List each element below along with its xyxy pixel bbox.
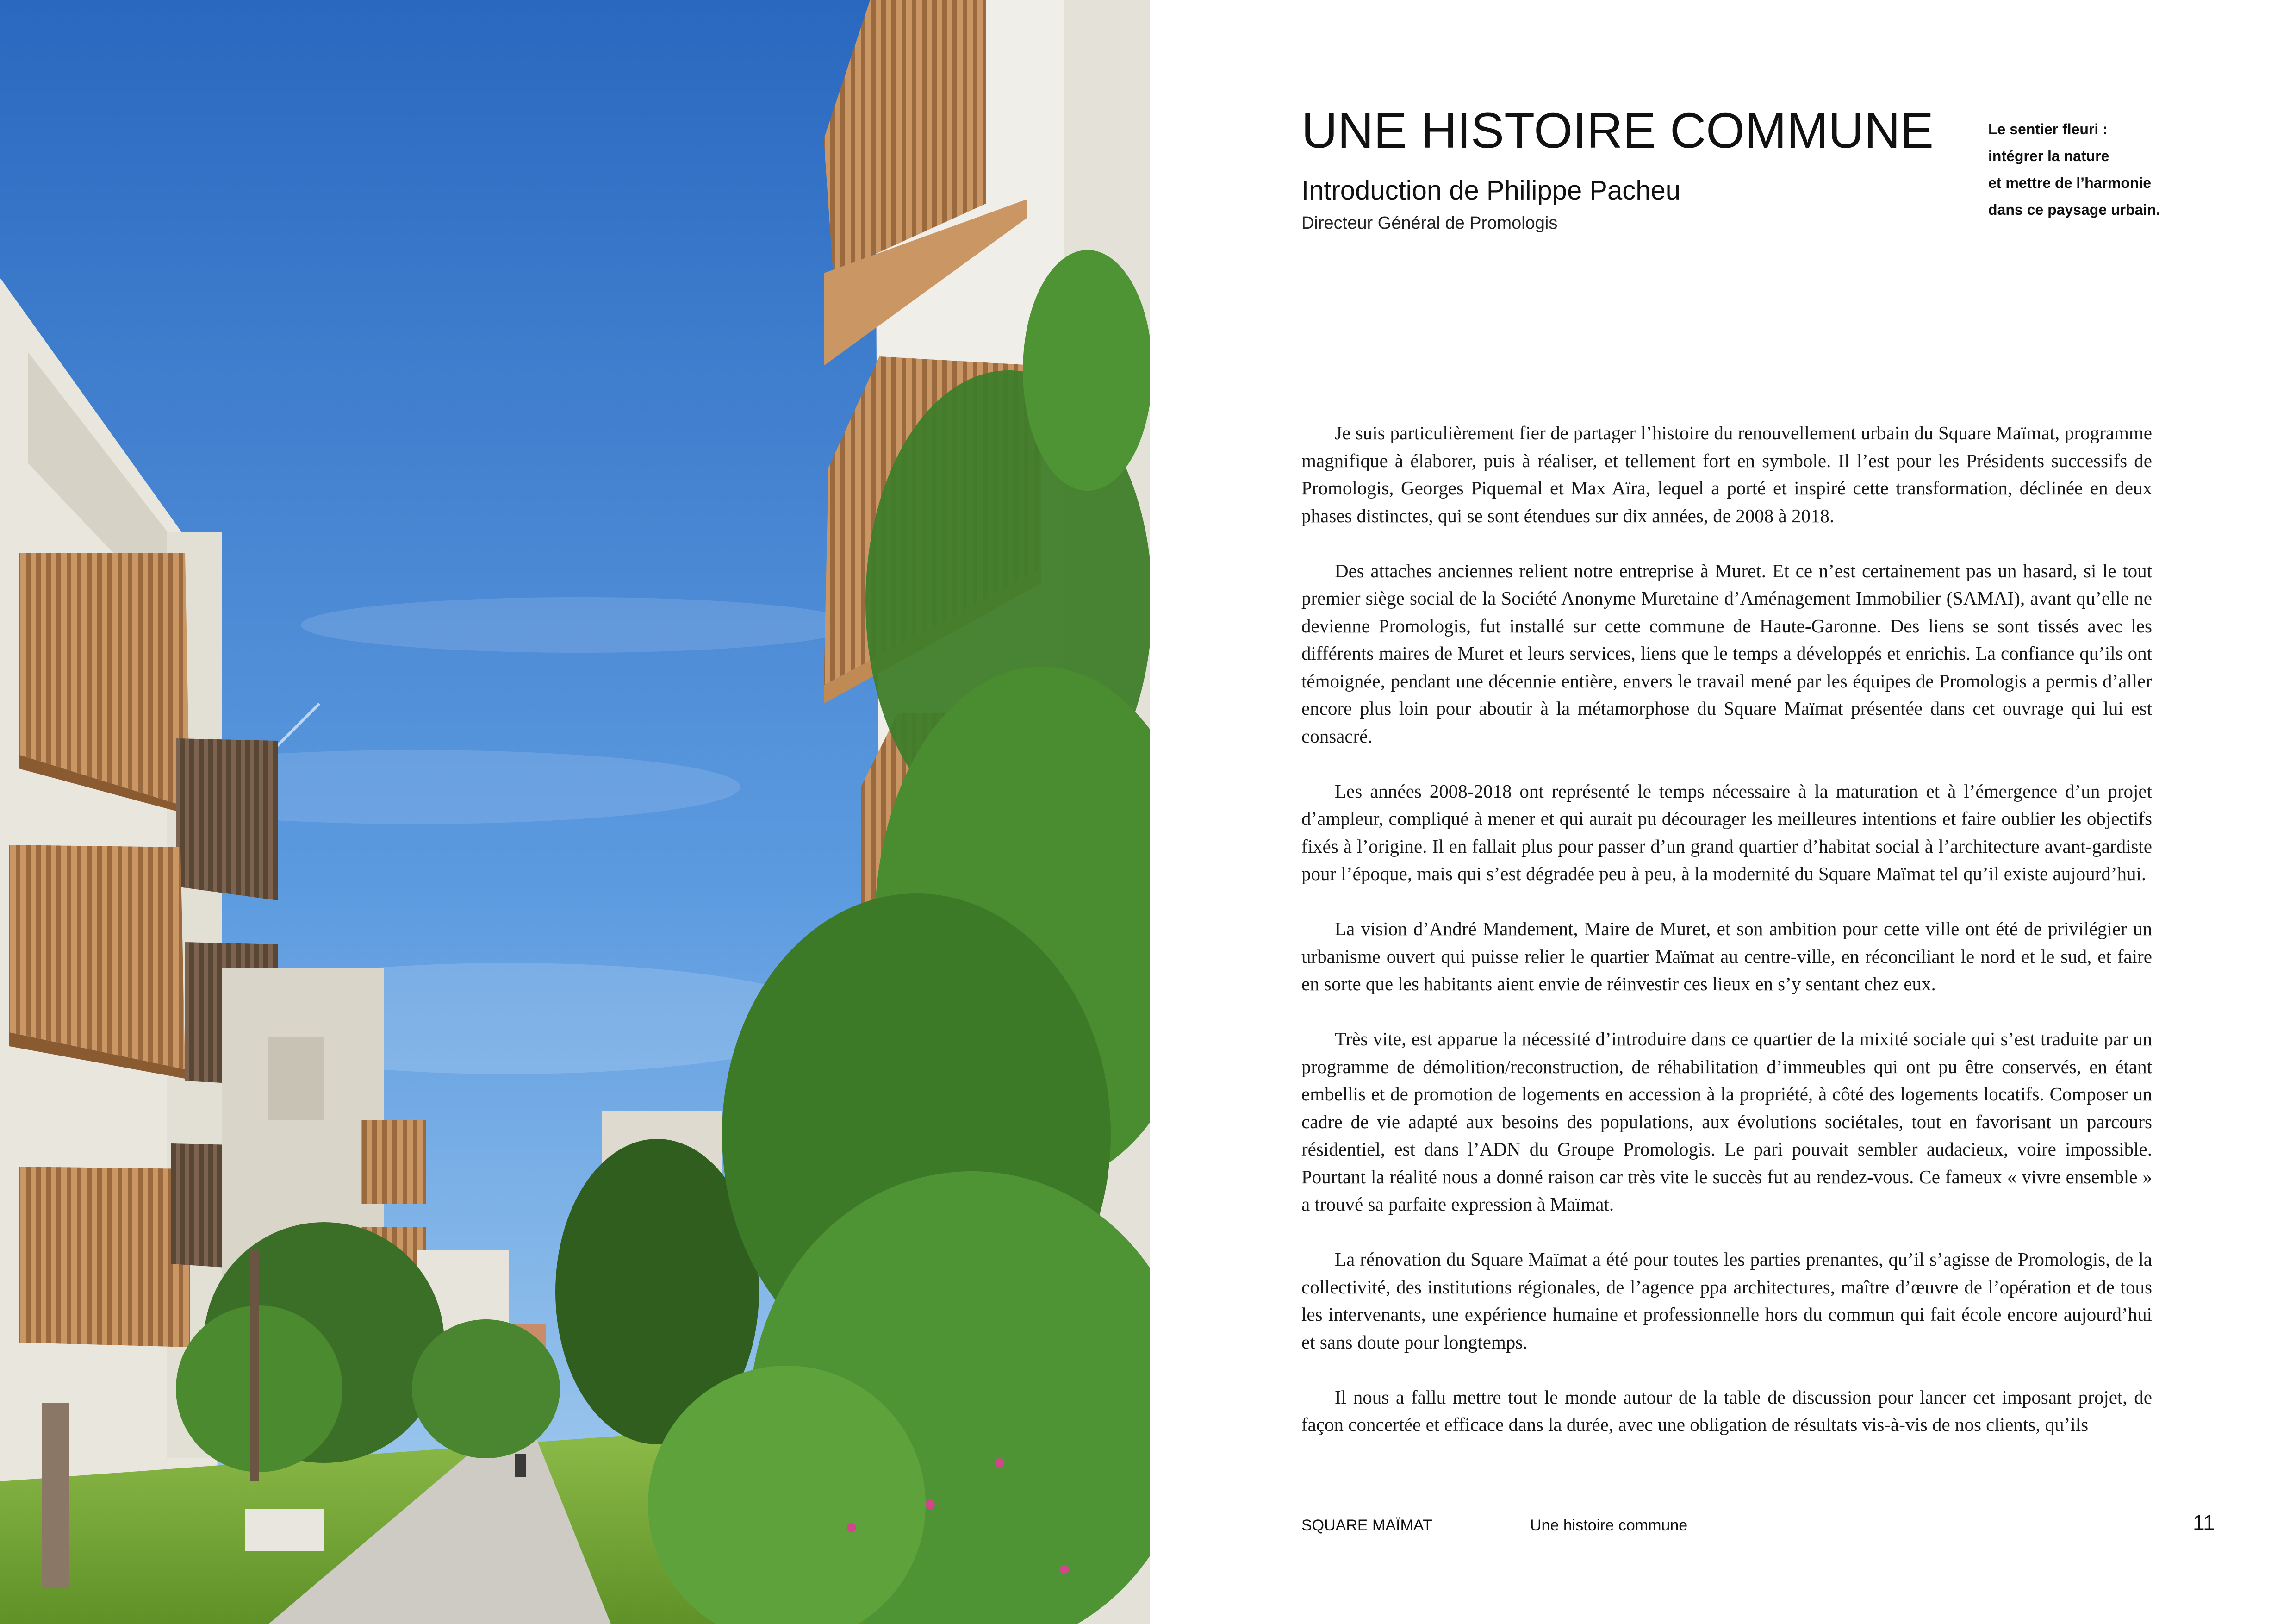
paragraph: La rénovation du Square Maïmat a été pour toutes les parties prenantes, qu’il s’agisse de Promologis, de la collectivité, des institutions régionales, de l’agence ppa architectures, maître d’œuvre de l’opération et de tous les intervenants, une expérience humaine et professionnelle hors du commun qui fait école encore aujourd’hui et sans doute pour longtemps. — [1301, 1249, 2152, 1353]
photo-caption — [1988, 116, 2206, 223]
paragraph: Des attaches anciennes relient notre entreprise à Muret. Et ce n’est certainement pas un hasard, si le tout premier siège social de la Société Anonyme Muretaine d’Aménagement Immobilier (SAMAI), avant qu’elle ne devienne Promologis, fut installé sur cette commune de Haute-Garonne. Des liens se sont tissés avec les différents maires de Muret et leurs services, liens que le temps a développés et enrichis. La confiance qu’ils ont témoignée, pendant une décennie entière, envers le travail mené par les équipes de Promologis a permis d’aller encore plus loin pour aboutir à la métamorphose du Square Maïmat présentée dans cet ouvrage qui lui est consacré. — [1301, 560, 2152, 747]
page-number: 11 — [2193, 1511, 2215, 1535]
body-text — [1301, 419, 2152, 1466]
bench — [245, 1509, 324, 1551]
paragraph: Les années 2008-2018 ont représenté le temps nécessaire à la maturation et à l’émergence d’un projet d’ampleur, compliqué à mener et qui aurait pu décourager les meilleures intentions et faire oublier les objectifs fixés à l’origine. Il en fallait plus pour passer d’un grand quartier d’habitat social à l’architecture avant-gardiste pour l’époque, mais qui s’est dégradée peu à peu, à la modernité du Square Maïmat tel qu’il existe aujourd’hui. — [1301, 780, 2152, 884]
caption-line: intégrer la nature — [1988, 148, 2109, 164]
page-title: UNE HISTOIRE COMMUNE — [1301, 102, 1934, 158]
footer-book-title: SQUARE MAÏMAT — [1301, 1517, 1432, 1534]
page-subtitle: Introduction de Philippe Pacheu — [1301, 175, 1681, 206]
author-role: Directeur Général de Promologis — [1301, 213, 1558, 233]
caption-line: et mettre de l’harmonie — [1988, 175, 2152, 191]
footer-section-title: Une histoire commune — [1530, 1517, 1688, 1534]
paragraph: La vision d’André Mandement, Maire de Muret, et son ambition pour cette ville ont été de privilégier un urbanisme ouvert qui puisse relier le quartier Maïmat au centre-ville, en réconciliant le nord et le sud, et faire en sorte que les habitants aient envie de réinvestir ces lieux en s’y sentant chez eux. — [1301, 918, 2152, 994]
paragraph: Il nous a fallu mettre tout le monde autour de la table de discussion pour lancer cet imposant projet, de façon concertée et efficace dans la durée, avec une obligation de résultats vis-à-vis de nos clients, qu’ils — [1301, 1386, 2152, 1435]
paragraph: Très vite, est apparue la nécessité d’introduire dans ce quartier de la mixité sociale qui s’est traduite par un programme de démolition/reconstruction, de réhabilitation d’immeubles qui ont pu être conservés, en étant embellis et de promotion de logements en accession à la propriété, à côté des logements locatifs. Composer un cadre de vie adapté aux besoins des populations, aux évolutions sociétales, tout en favorisant un parcours résidentiel, est dans l’ADN du Groupe Promologis. Le pari pouvait sembler audacieux, voire impossible. Pourtant la réalité nous a donné raison car très vite le succès fut au rendez-vous. Ce fameux « vivre ensemble » a trouvé sa parfaite expression à Maïmat. — [1301, 1028, 2152, 1215]
caption-line: Le sentier fleuri : — [1988, 121, 2108, 137]
caption-line: dans ce paysage urbain. — [1988, 201, 2160, 218]
paragraph: Je suis particulièrement fier de partager l’histoire du renouvellement urbain du Square Maïmat, programme magnifique à élaborer, puis à réaliser, et tellement fort en symbole. Il l’est pour les Présidents successifs de Promologis, Georges Piquemal et Max Aïra, lequel a porté et inspiré cette transformation, déclinée en deux phases distinctes, qui se sont étendues sur dix années, de 2008 à 2018. — [1301, 422, 2152, 526]
